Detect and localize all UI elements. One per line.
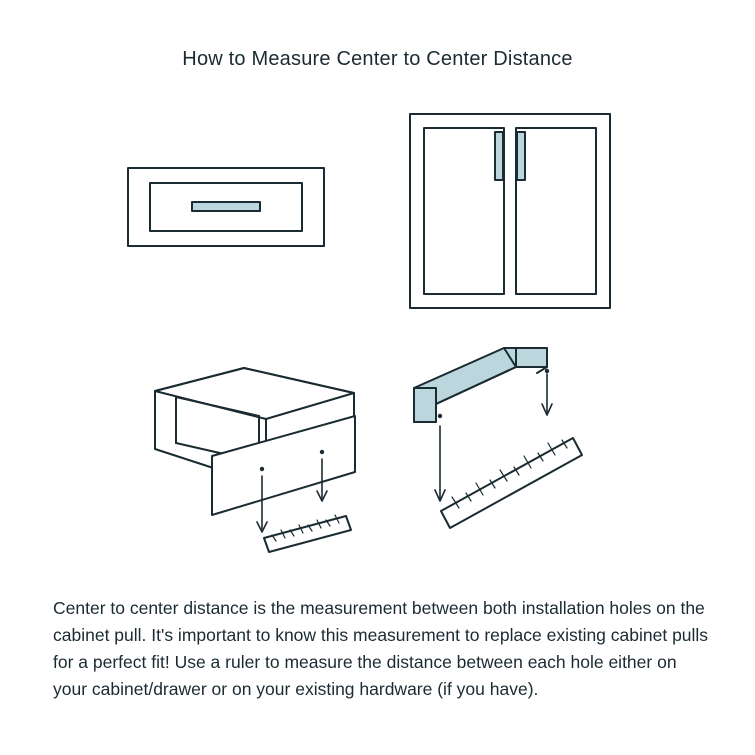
- caption-text: Center to center distance is the measurement between both installation holes on the cabinet pull. It's important to know this measurement to replace existing cabinet pulls for a perfect fit! Use a ruler to measure the distance between each hole either on your cabinet/drawer or on your existing hardware (if you have).: [53, 598, 709, 699]
- drawer-front-elevation: [128, 168, 324, 246]
- page-title: How to Measure Center to Center Distance: [182, 48, 573, 70]
- drawer-box-isometric: [155, 368, 355, 552]
- cabinet-doors-elevation: [410, 114, 610, 308]
- diagram-illustration: [0, 86, 755, 586]
- diagram-svg: [0, 86, 755, 586]
- pull-isometric: [414, 348, 582, 528]
